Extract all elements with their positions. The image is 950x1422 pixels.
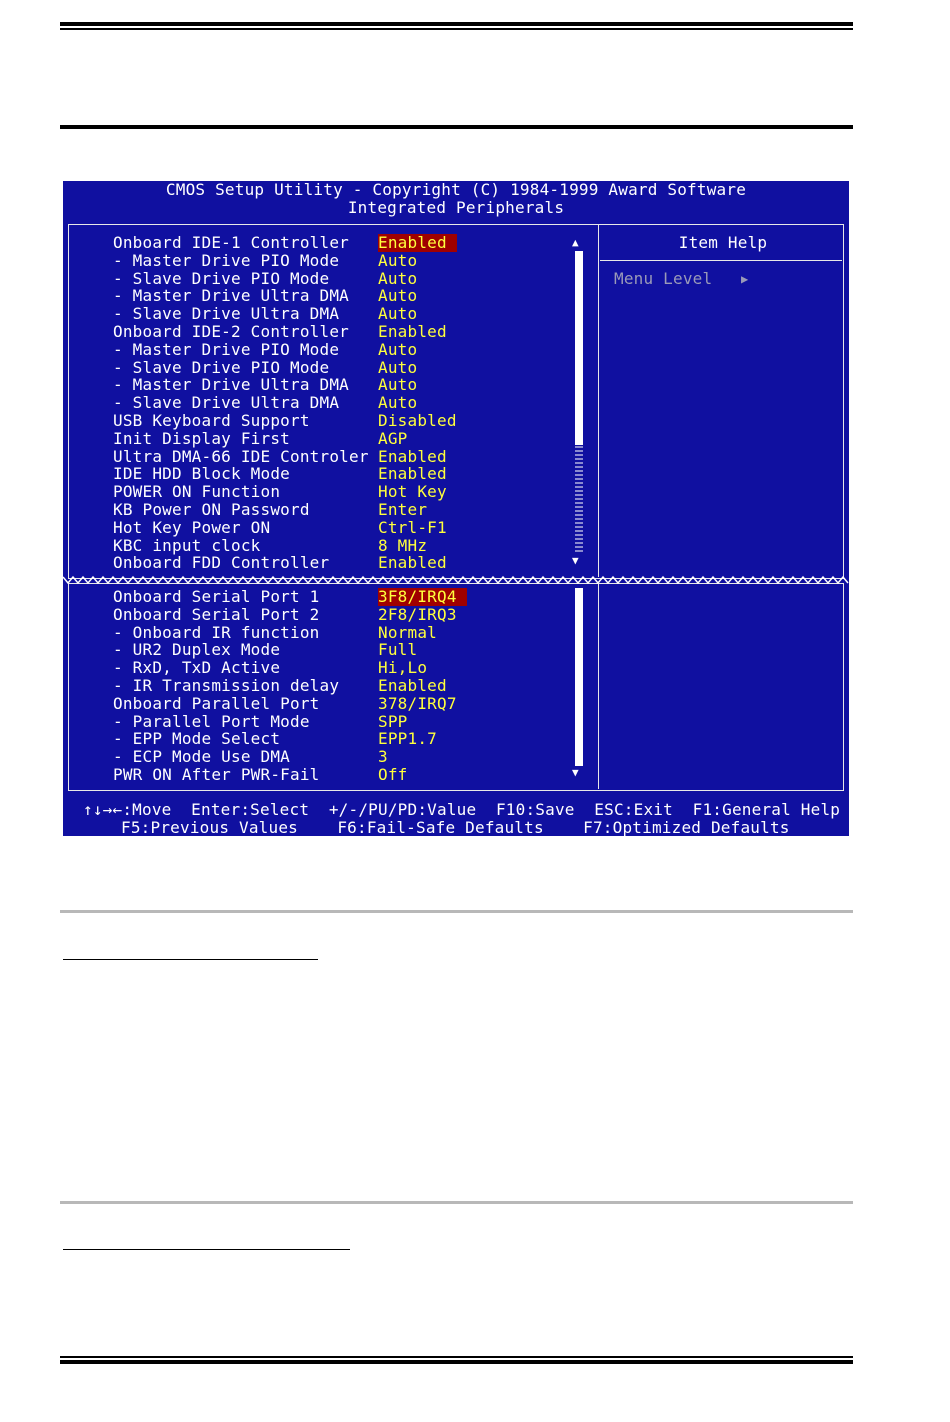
upper-setting-label: - Master Drive PIO Mode (113, 250, 340, 270)
upper-setting-label: - Slave Drive PIO Mode (113, 268, 330, 288)
lower-setting-value[interactable]: SPP (378, 711, 408, 731)
upper-setting-value[interactable]: Ctrl-F1 (378, 517, 447, 537)
help-title-underline (600, 260, 842, 261)
upper-setting-label: Onboard IDE-2 Controller (113, 322, 349, 341)
upper-setting-value[interactable]: Disabled (378, 411, 457, 430)
upper-setting-label: IDE HDD Block Mode (113, 464, 290, 484)
upper-setting-value[interactable]: Auto (378, 268, 418, 288)
scroll-up-arrow-icon[interactable]: ▲ (572, 236, 579, 249)
section-underline-2 (63, 1249, 350, 1250)
lower-scroll-down-arrow-icon[interactable]: ▼ (572, 766, 579, 779)
upper-setting-value[interactable]: Hot Key (378, 482, 447, 502)
lower-setting-value[interactable]: Off (378, 765, 408, 784)
upper-setting-value[interactable]: Auto (378, 250, 418, 270)
upper-scrollbar-thumb[interactable] (575, 251, 583, 445)
bottom-double-rule-thick (60, 1360, 853, 1364)
section-rule-2 (60, 1201, 853, 1204)
lower-scrollbar-thumb[interactable] (575, 588, 583, 766)
top-double-rule-thick (60, 22, 853, 26)
lower-setting-value[interactable]: 2F8/IRQ3 (378, 604, 457, 624)
top-double-rule-thin (60, 28, 853, 30)
menu-level-label: Menu Level (614, 269, 713, 288)
upper-setting-value[interactable]: Auto (378, 375, 418, 395)
bios-setup-screen (63, 181, 849, 836)
header-rule (60, 125, 853, 129)
upper-setting-label: - Master Drive PIO Mode (113, 339, 340, 359)
lower-panel-divider (598, 583, 599, 789)
bottom-double-rule-thin (60, 1356, 853, 1358)
upper-setting-value[interactable]: Enabled (378, 234, 457, 252)
upper-setting-value[interactable]: Auto (378, 339, 418, 359)
upper-setting-label: - Master Drive Ultra DMA (113, 375, 349, 395)
upper-setting-label: USB Keyboard Support (113, 411, 310, 430)
upper-setting-value[interactable]: AGP (378, 428, 408, 448)
upper-setting-label: - Slave Drive PIO Mode (113, 357, 330, 377)
upper-setting-value[interactable]: Enter (378, 500, 428, 519)
right-triangle-icon: ▶ (741, 272, 749, 286)
upper-setting-label: Onboard IDE-1 Controller (113, 233, 349, 252)
upper-setting-value[interactable]: Auto (378, 393, 418, 413)
upper-setting-label: - Master Drive Ultra DMA (113, 286, 349, 306)
upper-setting-label: - Slave Drive Ultra DMA (113, 393, 340, 413)
lower-setting-label: - ECP Mode Use DMA (113, 747, 290, 767)
upper-setting-value[interactable]: Auto (378, 304, 418, 324)
upper-setting-label: - Slave Drive Ultra DMA (113, 304, 340, 324)
upper-setting-label: Onboard FDD Controller (113, 553, 330, 573)
lower-setting-value[interactable]: Normal (378, 622, 437, 642)
lower-setting-label: - RxD, TxD Active (113, 658, 281, 678)
lower-setting-value[interactable]: EPP1.7 (378, 729, 437, 749)
lower-setting-value[interactable]: 378/IRQ7 (378, 693, 457, 713)
section-rule-1 (60, 910, 853, 913)
lower-setting-value[interactable]: 3 (378, 747, 388, 767)
upper-setting-value[interactable]: Auto (378, 357, 418, 377)
lower-setting-label: Onboard Serial Port 1 (113, 587, 320, 606)
upper-setting-label: Init Display First (113, 428, 290, 448)
zigzag-separator (63, 575, 849, 585)
lower-setting-label: - Parallel Port Mode (113, 711, 310, 731)
upper-setting-value[interactable]: Enabled (378, 446, 447, 466)
screen-subtitle: Integrated Peripherals (347, 198, 565, 217)
upper-setting-value[interactable]: Enabled (378, 464, 447, 484)
upper-setting-label: Hot Key Power ON (113, 517, 271, 537)
lower-setting-label: - Onboard IR function (113, 622, 320, 642)
lower-setting-value[interactable]: Full (378, 640, 418, 660)
section-underline-1 (63, 959, 318, 960)
upper-setting-label: KBC input clock (113, 535, 261, 555)
lower-setting-label: PWR ON After PWR-Fail (113, 765, 320, 784)
lower-setting-value[interactable]: Hi,Lo (378, 658, 428, 678)
lower-setting-label: - UR2 Duplex Mode (113, 640, 281, 660)
footer-keys-line2: F5:Previous Values F6:Fail-Safe Defaults F7:Optimized Defaults (121, 818, 790, 836)
lower-setting-label: - EPP Mode Select (113, 729, 281, 749)
scroll-down-arrow-icon[interactable]: ▼ (572, 554, 579, 567)
lower-setting-value[interactable]: Enabled (378, 676, 447, 695)
lower-setting-label: - IR Transmission delay (113, 676, 340, 695)
upper-setting-value[interactable]: Enabled (378, 322, 447, 341)
item-help-title: Item Help (678, 233, 768, 252)
footer-keys-line1: ↑↓→←:Move Enter:Select +/-/PU/PD:Value F10:Save ESC:Exit F1:General Help (83, 800, 841, 819)
screen-title: CMOS Setup Utility - Copyright (C) 1984-1999 Award Software (165, 181, 747, 199)
lower-setting-label: Onboard Parallel Port (113, 693, 320, 713)
upper-setting-label: Ultra DMA-66 IDE Controler (113, 446, 369, 466)
upper-setting-label: POWER ON Function (113, 482, 281, 502)
lower-setting-value[interactable]: 3F8/IRQ4 (378, 588, 467, 606)
upper-scrollbar-track[interactable] (575, 445, 583, 552)
upper-panel-divider (598, 224, 599, 577)
upper-setting-value[interactable]: Enabled (378, 553, 447, 573)
upper-setting-value[interactable]: 8 MHz (378, 535, 428, 555)
upper-setting-label: KB Power ON Password (113, 500, 310, 519)
upper-setting-value[interactable]: Auto (378, 286, 418, 306)
lower-setting-label: Onboard Serial Port 2 (113, 604, 320, 624)
